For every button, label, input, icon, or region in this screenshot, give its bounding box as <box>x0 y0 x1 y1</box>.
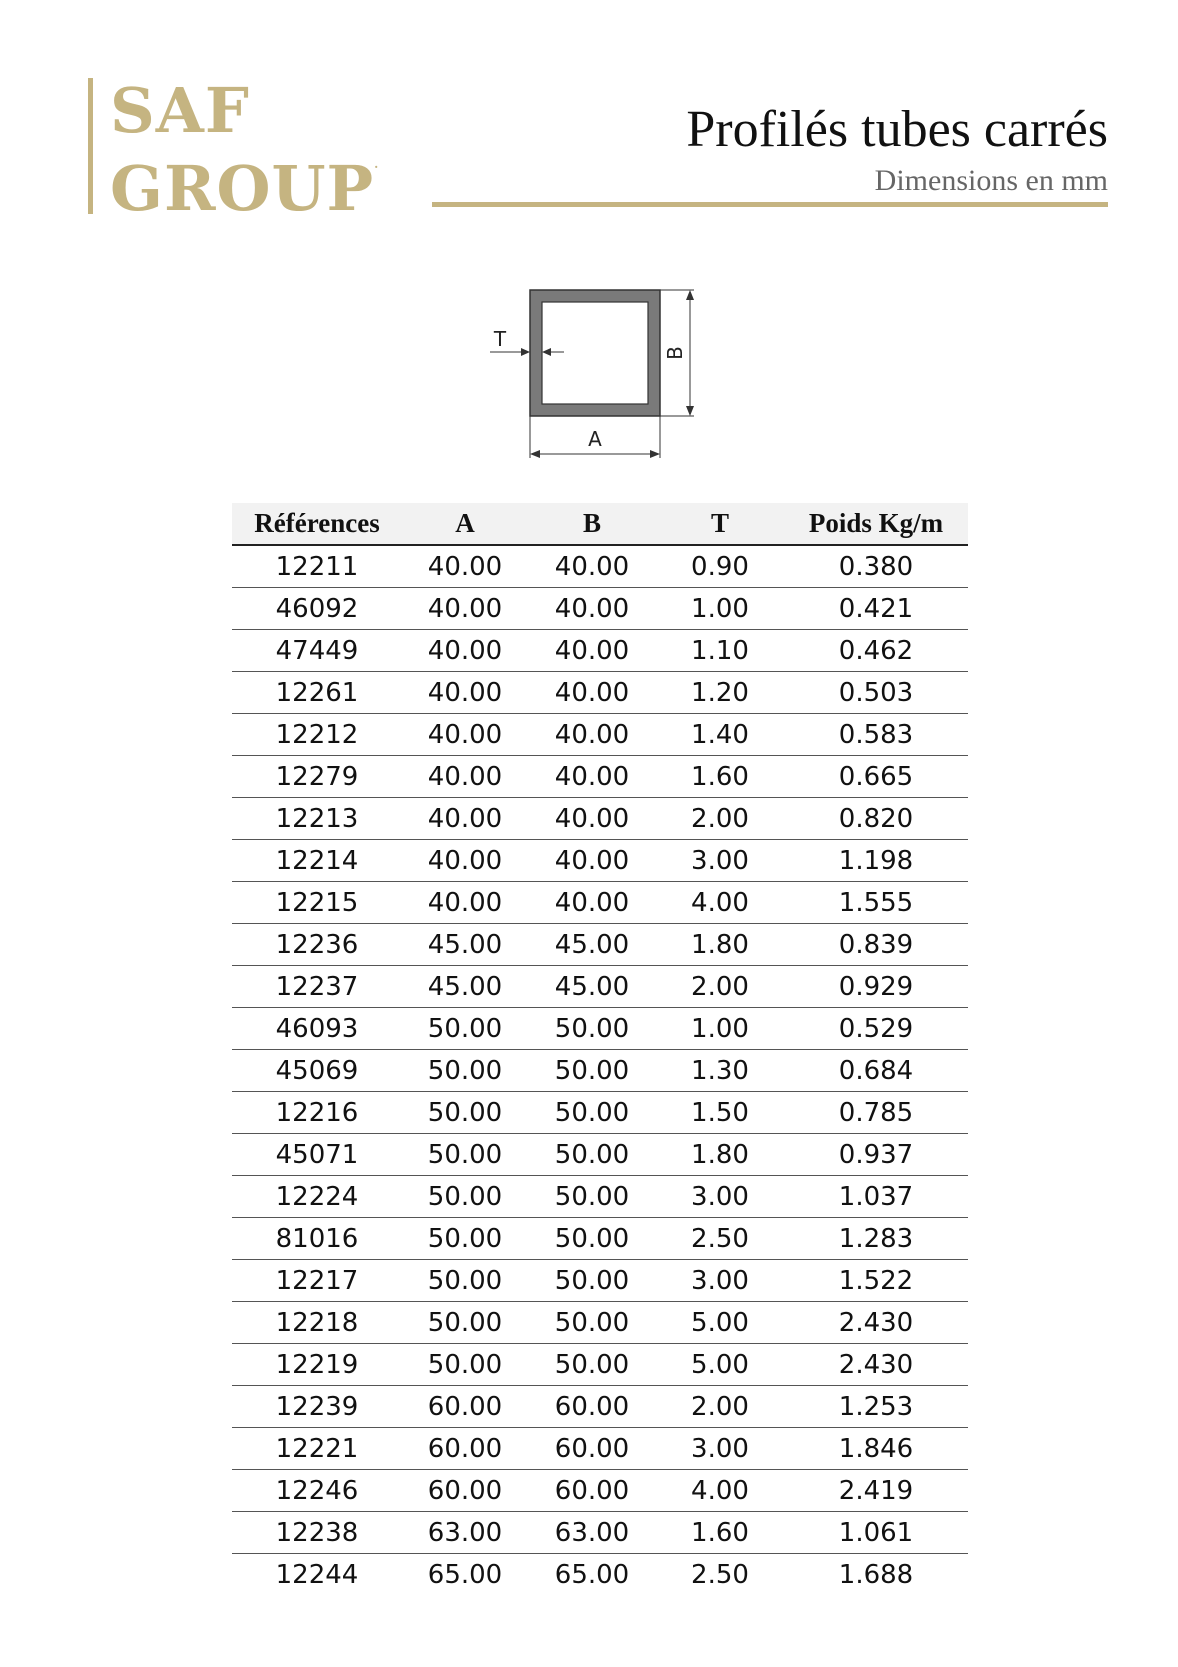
cell-a: 65.00 <box>427 1559 503 1590</box>
cell-a: 45.00 <box>402 966 528 1008</box>
square-tube-section-drawing <box>470 280 710 470</box>
cell-b: 50.00 <box>528 1008 656 1050</box>
cell-b: 45.00 <box>528 924 656 966</box>
cell-t: 5.00 <box>656 1302 784 1344</box>
cell-reference: 12246 <box>232 1470 402 1512</box>
cell-reference: 12279 <box>232 756 402 798</box>
table-row <box>232 924 968 966</box>
cell-b: 40.00 <box>528 588 656 630</box>
cell-a: 40.00 <box>402 798 528 840</box>
cell-a: 50.00 <box>402 1176 528 1218</box>
cell-reference: 12237 <box>232 966 402 1008</box>
table-row <box>232 1176 968 1218</box>
cell-t: 1.30 <box>656 1050 784 1092</box>
table-row <box>232 1260 968 1302</box>
cell-reference: 12224 <box>232 1176 402 1218</box>
cell-b: 50.00 <box>528 1218 656 1260</box>
cell-a: 40.00 <box>402 672 528 714</box>
table-row <box>232 882 968 924</box>
cell-a: 40.00 <box>402 588 528 630</box>
cell-a: 50.00 <box>402 1260 528 1302</box>
cell-reference: 12238 <box>232 1512 402 1554</box>
cell-a: 40.00 <box>402 882 528 924</box>
cell-a: 40.00 <box>402 714 528 756</box>
dimension-label-b: B <box>663 346 687 360</box>
header-t: T <box>656 503 784 545</box>
cell-weight: 2.430 <box>784 1344 968 1386</box>
cell-a: 45.00 <box>402 924 528 966</box>
cell-t: 1.20 <box>656 672 784 714</box>
cell-a: 40.00 <box>402 840 528 882</box>
logo-mark: . <box>374 157 380 171</box>
b-arrow-top <box>686 290 694 300</box>
cell-reference: 12221 <box>232 1428 402 1470</box>
cell-b: 40.00 <box>528 714 656 756</box>
cell-weight: 0.785 <box>784 1092 968 1134</box>
cell-weight: 0.421 <box>784 588 968 630</box>
cell-weight: 1.253 <box>784 1386 968 1428</box>
cell-b: 40.00 <box>528 840 656 882</box>
cell-t: 1.50 <box>656 1092 784 1134</box>
cell-t: 1.00 <box>656 588 784 630</box>
cell-a: 40.00 <box>402 756 528 798</box>
cell-t: 2.00 <box>656 798 784 840</box>
cell-weight: 1.522 <box>784 1260 968 1302</box>
cell-weight: 1.846 <box>784 1428 968 1470</box>
table-row <box>232 1386 968 1428</box>
cell-t: 2.50 <box>691 1559 749 1590</box>
table-row <box>232 756 968 798</box>
cell-b: 60.00 <box>528 1470 656 1512</box>
cell-reference: 45069 <box>232 1050 402 1092</box>
cell-a: 50.00 <box>402 1302 528 1344</box>
tube-inner-hollow <box>542 302 648 404</box>
cell-a: 63.00 <box>402 1512 528 1554</box>
cell-t: 3.00 <box>656 1176 784 1218</box>
table-row <box>232 1470 968 1512</box>
table-row <box>232 588 968 630</box>
table-row <box>232 1218 968 1260</box>
table-row <box>232 1092 968 1134</box>
cell-t: 1.80 <box>656 1134 784 1176</box>
cell-weight: 0.820 <box>784 798 968 840</box>
cell-weight: 0.529 <box>784 1008 968 1050</box>
cell-t: 2.50 <box>656 1218 784 1260</box>
cell-reference: 12215 <box>232 882 402 924</box>
cell-t: 2.00 <box>656 1386 784 1428</box>
cell-b: 50.00 <box>528 1134 656 1176</box>
cell-b: 40.00 <box>528 798 656 840</box>
table-row <box>232 1512 968 1554</box>
cell-reference: 45071 <box>232 1134 402 1176</box>
cell-reference: 12216 <box>232 1092 402 1134</box>
cell-a: 40.00 <box>402 545 528 588</box>
cell-t: 1.40 <box>656 714 784 756</box>
cell-t: 3.00 <box>656 840 784 882</box>
cell-t: 1.00 <box>656 1008 784 1050</box>
header-references: Références <box>232 503 402 545</box>
dimension-label-t: T <box>493 327 507 351</box>
cell-weight: 0.665 <box>784 756 968 798</box>
cell-reference: 12214 <box>232 840 402 882</box>
header-a: A <box>402 503 528 545</box>
table-row <box>232 714 968 756</box>
cell-t: 1.10 <box>656 630 784 672</box>
cell-t: 1.60 <box>656 756 784 798</box>
cell-a: 60.00 <box>402 1470 528 1512</box>
table-row <box>232 840 968 882</box>
cell-t: 5.00 <box>656 1344 784 1386</box>
cell-b: 50.00 <box>528 1176 656 1218</box>
cell-weight: 1.037 <box>784 1176 968 1218</box>
cell-b: 50.00 <box>528 1050 656 1092</box>
cell-reference: 12239 <box>232 1386 402 1428</box>
cell-b: 50.00 <box>528 1092 656 1134</box>
cell-weight: 2.430 <box>784 1302 968 1344</box>
cell-b: 60.00 <box>528 1428 656 1470</box>
cell-weight: 1.061 <box>784 1512 968 1554</box>
cell-b: 40.00 <box>528 545 656 588</box>
dimensions-table <box>232 503 968 1595</box>
a-arrow-right <box>650 450 660 458</box>
table-row <box>232 1134 968 1176</box>
table-row <box>232 798 968 840</box>
header-divider <box>432 202 1108 207</box>
b-arrow-bottom <box>686 406 694 416</box>
cell-weight: 1.283 <box>784 1218 968 1260</box>
cell-reference: 12261 <box>232 672 402 714</box>
cell-t: 4.00 <box>656 882 784 924</box>
cell-b: 50.00 <box>528 1344 656 1386</box>
cell-weight: 0.684 <box>784 1050 968 1092</box>
logo-accent-bar <box>88 78 93 214</box>
cell-reference: 12244 <box>275 1559 359 1590</box>
cell-b: 40.00 <box>528 672 656 714</box>
cell-a: 50.00 <box>402 1218 528 1260</box>
cell-a: 40.00 <box>402 630 528 672</box>
cell-a: 50.00 <box>402 1134 528 1176</box>
cell-weight: 2.419 <box>784 1470 968 1512</box>
cell-b: 63.00 <box>528 1512 656 1554</box>
dimension-label-a: A <box>588 427 602 451</box>
table-row <box>232 545 968 588</box>
cell-t: 4.00 <box>656 1470 784 1512</box>
cell-reference: 46093 <box>232 1008 402 1050</box>
cell-t: 3.00 <box>656 1428 784 1470</box>
cell-reference: 81016 <box>232 1218 402 1260</box>
cell-b: 60.00 <box>528 1386 656 1428</box>
cell-reference: 12219 <box>232 1344 402 1386</box>
cell-t: 2.00 <box>656 966 784 1008</box>
cell-reference: 12212 <box>232 714 402 756</box>
table-row <box>232 1008 968 1050</box>
logo-line-2 <box>110 152 380 225</box>
cell-b: 50.00 <box>528 1302 656 1344</box>
cell-weight: 0.583 <box>784 714 968 756</box>
table-row <box>232 630 968 672</box>
table-header-row <box>232 503 968 545</box>
cell-a: 50.00 <box>402 1344 528 1386</box>
cell-reference: 46092 <box>232 588 402 630</box>
cell-weight: 0.937 <box>784 1134 968 1176</box>
header-b: B <box>528 503 656 545</box>
header-weight: Poids Kg/m <box>784 503 968 545</box>
page-title: Profilés tubes carrés <box>686 101 1108 158</box>
page-subtitle: Dimensions en mm <box>874 164 1108 197</box>
table-row <box>232 1428 968 1470</box>
table-row <box>232 1302 968 1344</box>
cell-a: 60.00 <box>402 1428 528 1470</box>
cell-b: 40.00 <box>528 756 656 798</box>
table-row <box>232 1554 968 1596</box>
cell-weight: 0.839 <box>784 924 968 966</box>
table-row <box>232 672 968 714</box>
cell-b: 50.00 <box>528 1260 656 1302</box>
cell-weight: 0.503 <box>784 672 968 714</box>
cell-a: 50.00 <box>402 1092 528 1134</box>
cell-weight: 0.380 <box>784 545 968 588</box>
cell-reference: 47449 <box>232 630 402 672</box>
cell-b: 65.00 <box>554 1559 630 1590</box>
cell-t: 1.60 <box>656 1512 784 1554</box>
table-row <box>232 966 968 1008</box>
cell-weight: 0.462 <box>784 630 968 672</box>
table-row <box>232 1050 968 1092</box>
cell-a: 50.00 <box>402 1008 528 1050</box>
logo-line-1: SAF <box>110 74 250 147</box>
cell-weight: 1.688 <box>838 1559 914 1590</box>
cell-a: 50.00 <box>402 1050 528 1092</box>
table-row <box>232 1344 968 1386</box>
cell-b: 40.00 <box>528 630 656 672</box>
cell-reference: 12236 <box>232 924 402 966</box>
profile-diagram <box>470 280 710 475</box>
cell-reference: 12213 <box>232 798 402 840</box>
cell-b: 45.00 <box>528 966 656 1008</box>
cell-b: 40.00 <box>528 882 656 924</box>
cell-weight: 0.929 <box>784 966 968 1008</box>
t-arrow-outer <box>521 348 530 356</box>
cell-t: 0.90 <box>656 545 784 588</box>
cell-t: 1.80 <box>656 924 784 966</box>
cell-reference: 12217 <box>232 1260 402 1302</box>
cell-reference: 12211 <box>232 545 402 588</box>
cell-weight: 1.555 <box>784 882 968 924</box>
cell-reference: 12218 <box>232 1302 402 1344</box>
cell-a: 60.00 <box>402 1386 528 1428</box>
logo-line-2-text: GROUP <box>110 152 375 225</box>
cell-weight: 1.198 <box>784 840 968 882</box>
a-arrow-left <box>530 450 540 458</box>
cell-t: 3.00 <box>656 1260 784 1302</box>
